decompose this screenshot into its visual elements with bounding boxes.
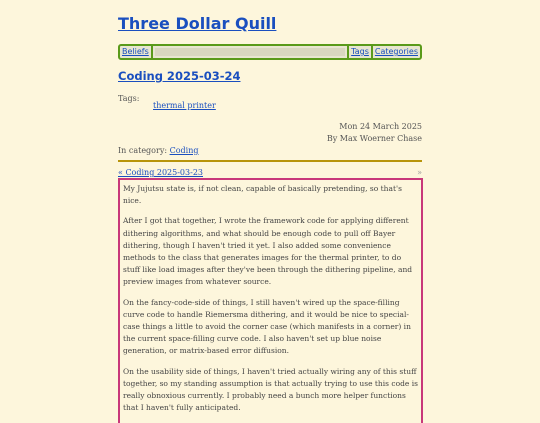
nav-separator bbox=[151, 46, 153, 58]
post-date: Mon 24 March 2025 bbox=[339, 122, 422, 131]
nav-spacer bbox=[155, 48, 345, 56]
post-category bbox=[118, 146, 198, 155]
post-title-link[interactable]: Coding 2025-03-24 bbox=[118, 69, 241, 83]
category-link[interactable]: Coding bbox=[169, 146, 199, 155]
tags-label: Tags: bbox=[118, 94, 140, 103]
section-divider bbox=[118, 160, 422, 162]
next-post-indicator: » bbox=[417, 168, 422, 177]
site-title-link[interactable]: Three Dollar Quill bbox=[118, 14, 277, 33]
nav-categories-link[interactable]: Categories bbox=[374, 47, 418, 56]
nav-beliefs-link[interactable]: Beliefs bbox=[122, 47, 149, 56]
post-body bbox=[118, 178, 423, 423]
post-paragraph: On the fancy-code-side of things, I still haven't wired up the space-filling curve code to handle Riemersma dithering, and it would be nice to special-case things a little to avoid the corner case (which manifests in a corner) in the current space-filling curve code. I also haven't set up blue noise generation, or matrix-based error diffusion. bbox=[123, 297, 411, 356]
tag-link-thermal-printer[interactable]: thermal printer bbox=[153, 101, 216, 110]
post-paragraph: My Jujutsu state is, if not clean, capable of basically pretending, so that's nice. bbox=[123, 184, 402, 206]
top-nav bbox=[118, 44, 422, 60]
prev-post-link[interactable]: « Coding 2025-03-23 bbox=[118, 168, 203, 177]
post-paragraph: On the usability side of things, I haven't tried actually wiring any of this stuff together, so my standing assumption is that actually trying to use this code is really obnoxious currently. I probably need a bunch more helper functions that I haven't fully anticipated. bbox=[123, 366, 418, 413]
category-label: In category: bbox=[118, 146, 168, 155]
nav-tags-link[interactable]: Tags bbox=[351, 47, 369, 56]
post-paragraph: After I got that together, I wrote the framework code for applying different dithering algorithms, and what should be enough code to pull off Bayer dithering, though I haven't tried it yet. I also added some convenience methods to the class that generates images for the thermal printer, to do stuff like load images after they've been through the dithering pipeline, and preview images from whatever source. bbox=[123, 216, 413, 287]
post-byline: By Max Woerner Chase bbox=[326, 134, 422, 143]
